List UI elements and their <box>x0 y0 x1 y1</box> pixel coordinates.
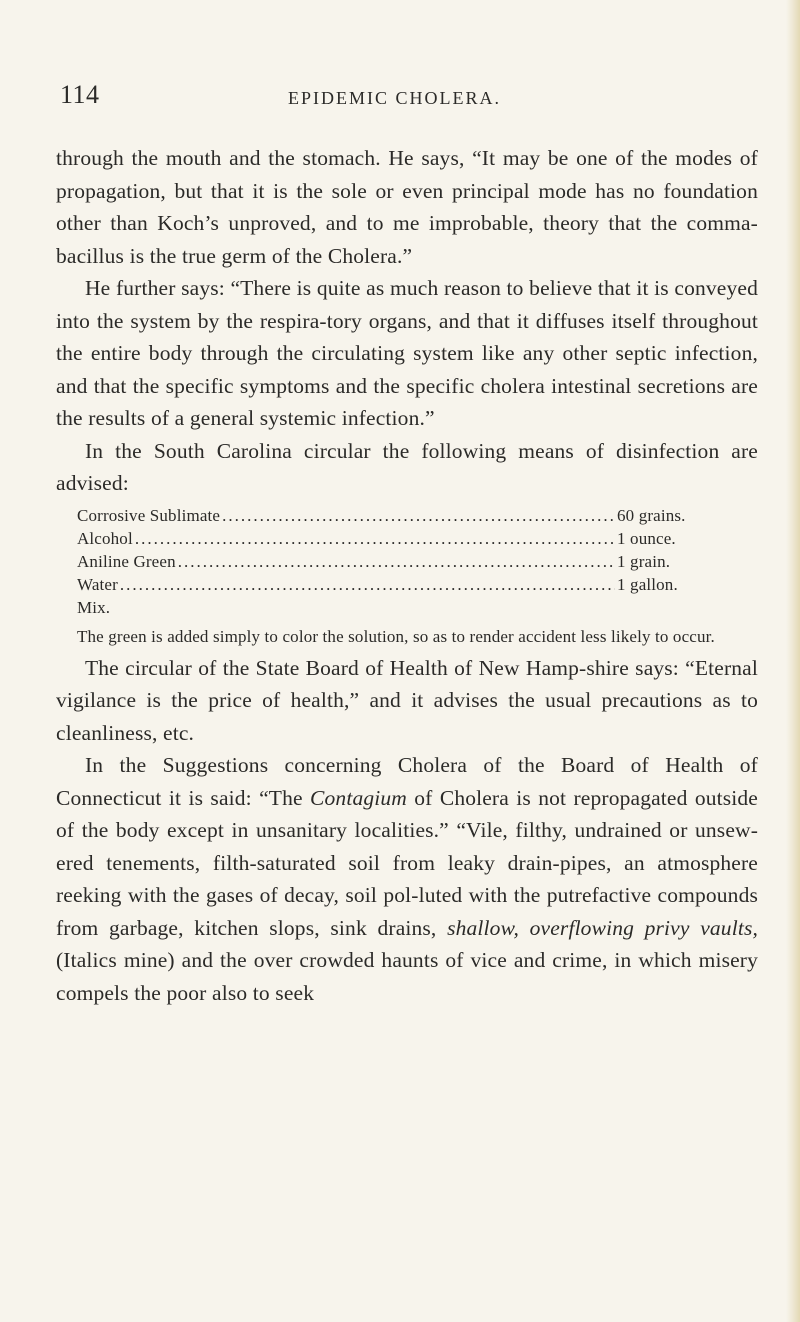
page-number: 114 <box>60 80 100 109</box>
recipe-ingredient: Alcohol <box>77 528 133 548</box>
paragraph-quote-continuation: through the mouth and the stomach. He says, “It may be one of the modes of propagation, but that it is the sole or even principal mode has no foundation other than Koch’s unproved, and to me improbable, theory that the comma-bacillus is the true germ of the Cholera.” <box>56 146 758 268</box>
dot-leader <box>222 504 615 527</box>
recipe-mix: Mix. <box>77 597 111 617</box>
paragraph-new-hampshire: The circular of the State Board of Health of New Hamp-shire says: “Eternal vigilance is the price of health,” and it advises the usual precautions as to cleanliness, etc. <box>56 655 758 745</box>
recipe-amount: 1 ounce. <box>617 528 676 548</box>
recipe-row <box>77 550 709 573</box>
body-text <box>56 142 758 1009</box>
dot-leader <box>178 550 615 573</box>
recipe-amount: 1 grain. <box>617 551 671 571</box>
paragraph-further-says: He further says: “There is quite as much reason to believe that it is conveyed into the system by the respira-tory organs, and that it diffuses itself throughout the entire body through the circulating system like any other septic infection, and that the specific symptoms and the specific cholera intestinal secretions are the results of a general systemic infection.” <box>56 276 758 430</box>
paragraph-south-carolina: In the South Carolina circular the following means of disinfection are advised: <box>56 438 758 495</box>
recipe-amount: 1 gallon. <box>617 574 678 594</box>
recipe-ingredient: Aniline Green <box>77 551 176 571</box>
dot-leader <box>120 573 615 596</box>
recipe-note: The green is added simply to color the solution, so as to render accident less likely to occur. <box>77 626 715 646</box>
recipe-row <box>77 573 709 596</box>
italic-privy-vaults: shallow, overflowing privy vaults, <box>447 915 758 940</box>
running-title: EPIDEMIC CHOLERA. <box>288 88 501 108</box>
running-head <box>60 80 760 114</box>
paragraph-connecticut <box>56 749 758 1009</box>
disinfectant-recipe <box>77 504 709 619</box>
recipe-row <box>77 527 709 550</box>
recipe-amount: 60 grains. <box>617 505 686 525</box>
connecticut-text-1: In the Suggestions concerning Cholera of the Board of Health of Connecticut it is said: “The <box>56 753 758 810</box>
italic-contagium: Contagium <box>310 785 407 810</box>
recipe-ingredient: Corrosive Sublimate <box>77 505 221 525</box>
connecticut-text-2: of Cholera is not repropagated outside of the body except in unsanitary localities.” “Vile, filthy, undrained or unsew-ered tenements, filth-saturated soil from leaky drain-pipes, an atmosphere reeking with the gases of decay, soil pol-luted with the putrefactive compounds from garbage, kitchen slops, sink drains, <box>56 785 759 940</box>
connecticut-text-3: (Italics mine) and the over crowded haunts of vice and crime, in which misery compels the poor also to seek <box>56 948 758 1005</box>
recipe-ingredient: Water <box>77 574 118 594</box>
dot-leader <box>135 527 615 550</box>
recipe-row <box>77 504 709 527</box>
page-edge-shadow <box>786 0 800 1322</box>
